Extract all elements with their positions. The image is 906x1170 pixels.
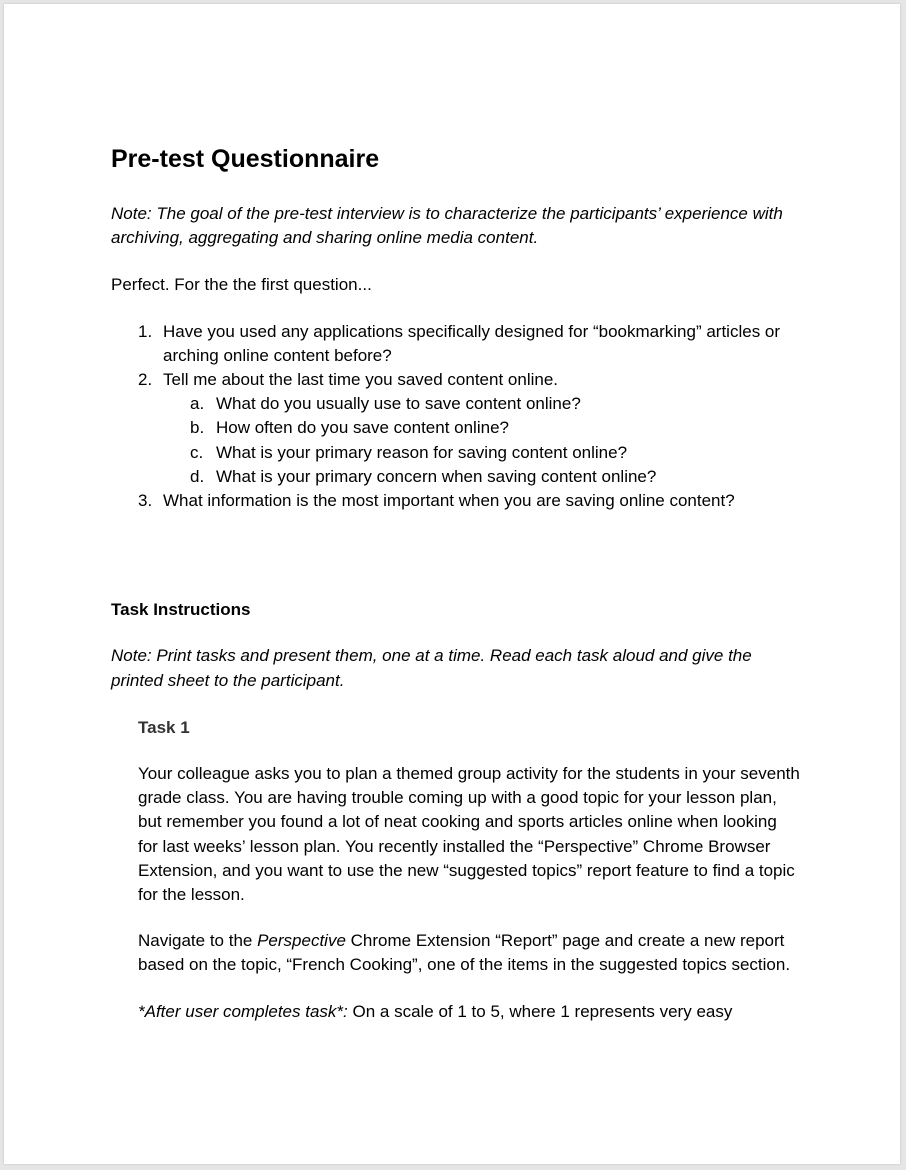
question-list	[111, 320, 801, 514]
task-scenario: Your colleague asks you to plan a themed group activity for the students in your seventh grade class. You are having trouble coming up with a good topic for your lesson plan, but remember you found a lot of neat cooking and sports articles online when looking for last weeks’ lesson plan. You recently installed the “Perspective” Chrome Browser Extension, and you want to use the new “suggested topics” report feature to find a topic for the lesson.	[138, 764, 800, 905]
sub-question-item	[163, 441, 801, 465]
instruction-suffix: Chrome Extension “Report” page and create a new report based on the topic, “French Cooking”, one of the items in the suggested topics section.	[138, 931, 791, 975]
task-instructions-heading: Task Instructions	[111, 600, 251, 620]
task-instruction	[138, 929, 801, 977]
sub-question-list	[163, 392, 801, 489]
list-marker: b.	[190, 418, 205, 438]
question-item	[111, 320, 801, 368]
intro-text: Perfect. For the the first question...	[111, 275, 372, 295]
task-followup	[138, 1000, 801, 1024]
sub-question-item	[163, 392, 801, 416]
question-text: Have you used any applications specifically designed for “bookmarking” articles or arching online content before?	[163, 321, 781, 365]
task-note: Note: Print tasks and present them, one at a time. Read each task aloud and give the printed sheet to the participant.	[111, 646, 752, 690]
task-block	[138, 716, 801, 1024]
sub-question-text: What is your primary concern when saving content online?	[216, 466, 657, 486]
list-marker: 1.	[138, 321, 153, 341]
document-page	[4, 4, 900, 1164]
question-text: What information is the most important when you are saving online content?	[163, 491, 735, 511]
list-marker: 2.	[138, 370, 153, 390]
sub-question-text: How often do you save content online?	[216, 418, 509, 438]
question-item	[111, 489, 801, 513]
list-marker: d.	[190, 466, 205, 486]
followup-label: *After user completes task*:	[138, 1001, 348, 1021]
sub-question-item	[163, 465, 801, 489]
document-body	[111, 142, 801, 1046]
pretest-note: Note: The goal of the pre-test interview is to characterize the participants’ experience with archiving, aggregating and sharing online media content.	[111, 204, 783, 248]
list-marker: c.	[190, 442, 204, 462]
question-item	[111, 368, 801, 489]
instruction-prefix: Navigate to the	[138, 931, 258, 951]
question-text: Tell me about the last time you saved content online.	[163, 370, 559, 390]
task-title: Task 1	[138, 717, 190, 737]
instruction-emphasis: Perspective	[257, 931, 346, 951]
list-marker: a.	[190, 394, 205, 414]
list-marker: 3.	[138, 491, 153, 511]
sub-question-item	[163, 416, 801, 440]
page-title: Pre-test Questionnaire	[111, 145, 380, 173]
followup-text: On a scale of 1 to 5, where 1 represents very easy	[347, 1001, 733, 1021]
sub-question-text: What is your primary reason for saving content online?	[216, 442, 628, 462]
sub-question-text: What do you usually use to save content online?	[216, 394, 581, 414]
